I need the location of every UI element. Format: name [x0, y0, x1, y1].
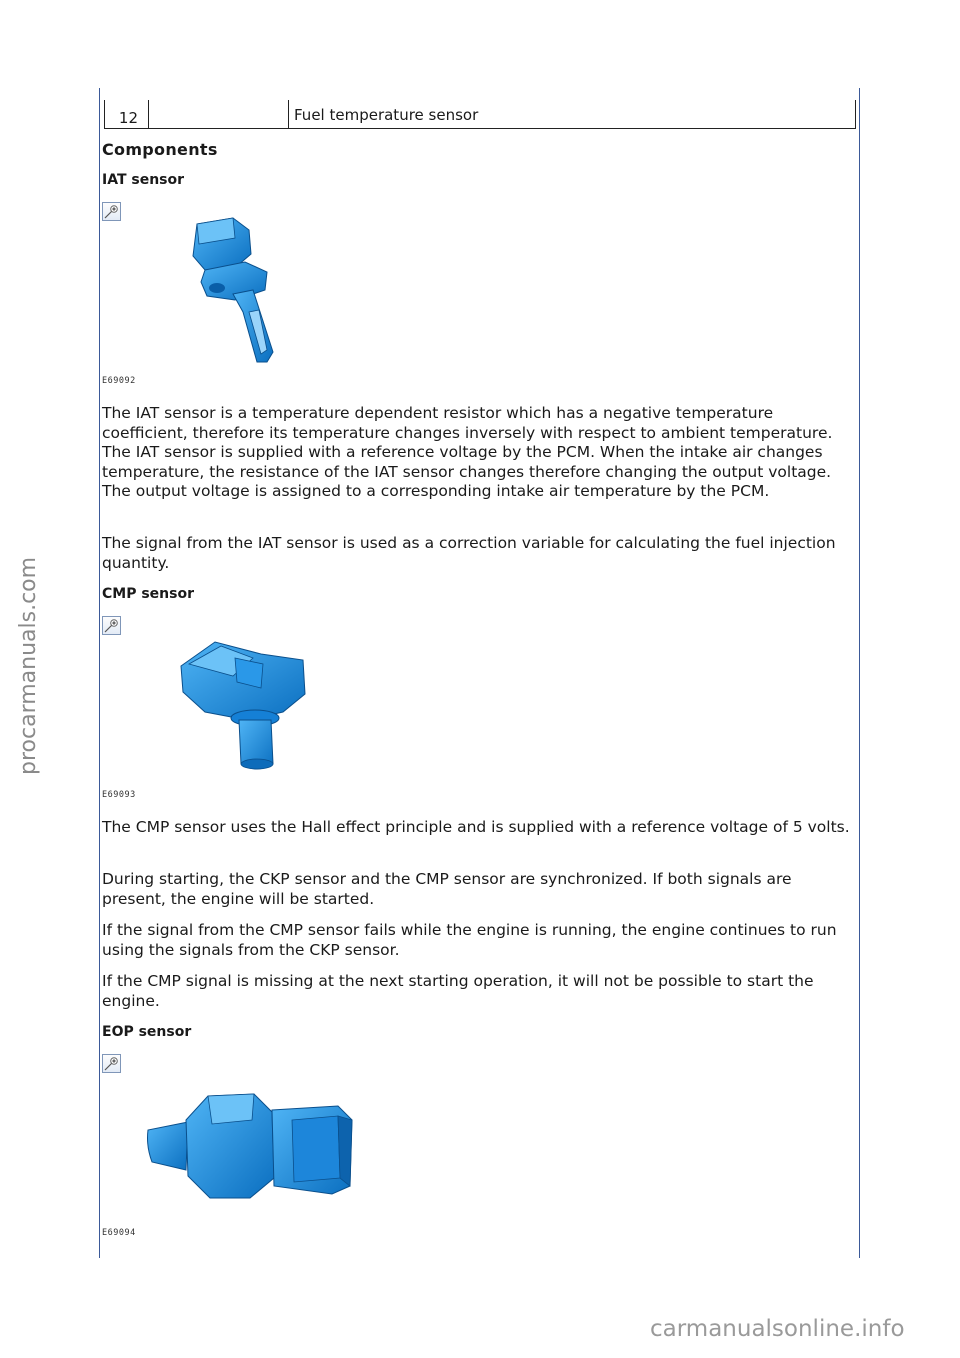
cmp-figure-code: E69093	[102, 790, 136, 800]
component-table-row	[104, 100, 856, 129]
bottom-watermark: carmanualsonline.info	[650, 1316, 905, 1342]
iat-sensor-image	[175, 216, 285, 368]
iat-heading: IAT sensor	[102, 172, 185, 188]
section-title: Components	[102, 140, 218, 159]
cmp-paragraph-4: If the CMP signal is missing at the next starting operation, it will not be possible to start the engine.	[102, 972, 814, 1010]
zoom-icon[interactable]	[102, 202, 121, 221]
iat-figure-code: E69092	[102, 376, 136, 386]
iat-paragraph-2: The signal from the IAT sensor is used as a correction variable for calculating the fuel injection quantity.	[102, 534, 836, 572]
eop-heading: EOP sensor	[102, 1024, 192, 1040]
cmp-heading: CMP sensor	[102, 586, 194, 602]
right-frame-line	[859, 88, 860, 1258]
cmp-sensor-image	[175, 636, 310, 776]
cmp-paragraph-1: The CMP sensor uses the Hall effect principle and is supplied with a reference voltage of 5 volts.	[102, 818, 850, 836]
eop-figure-code: E69094	[102, 1228, 136, 1238]
zoom-icon[interactable]	[102, 1054, 121, 1073]
item-number: 12	[105, 100, 149, 128]
eop-sensor-image	[142, 1090, 357, 1202]
iat-paragraph-1: The IAT sensor is a temperature dependent resistor which has a negative temperature coefficient, therefore its temperature changes inversely with respect to ambient temperature. The IAT sensor is supplied with a reference voltage by the PCM. When the intake air changes temperature, the resistance of the IAT sensor changes therefore changing the output voltage. The output voltage is assigned to a corresponding intake air temperature by the PCM.	[102, 404, 833, 501]
zoom-icon[interactable]	[102, 616, 121, 635]
blank-cell	[149, 100, 289, 128]
cmp-paragraph-2: During starting, the CKP sensor and the CMP sensor are synchronized. If both signals are present, the engine will be started.	[102, 870, 792, 908]
item-description: Fuel temperature sensor	[294, 106, 479, 124]
left-frame-line	[99, 88, 100, 1258]
side-watermark: procarmanuals.com	[16, 556, 41, 775]
cmp-paragraph-3: If the signal from the CMP sensor fails while the engine is running, the engine continues to run using the signals from the CKP sensor.	[102, 921, 837, 959]
